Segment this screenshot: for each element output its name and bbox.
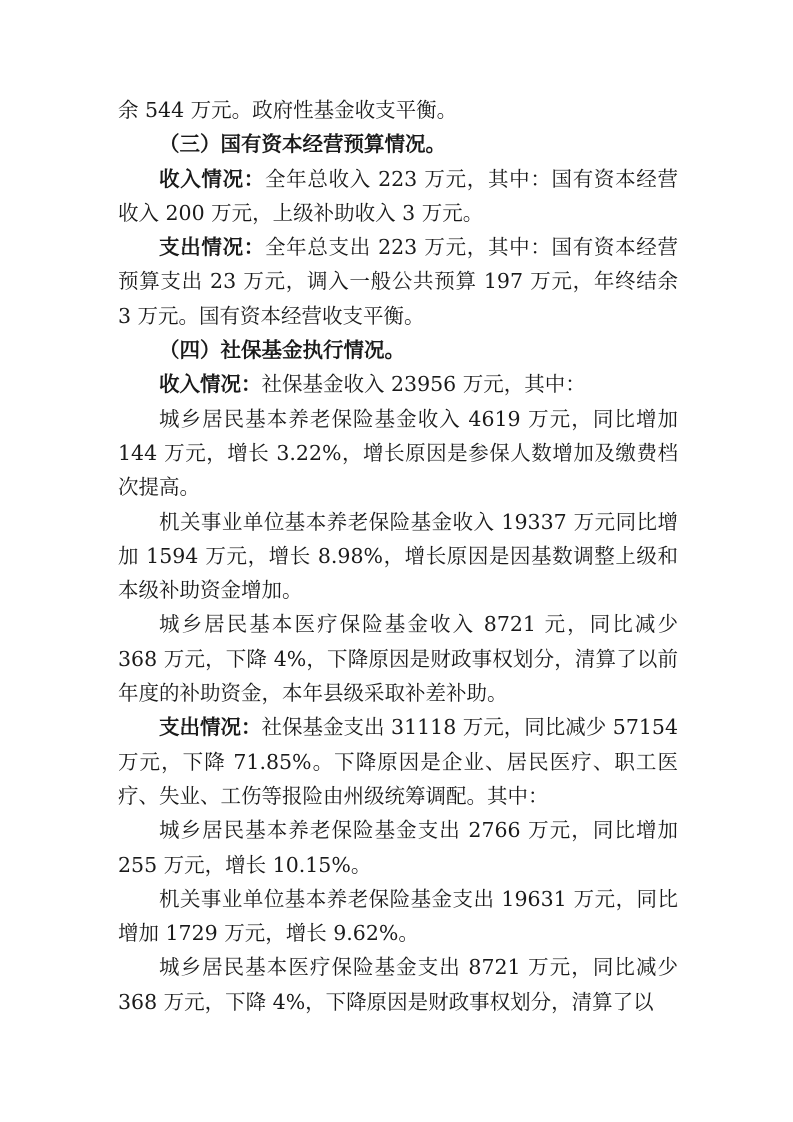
lead-label: 收入情况： [159, 166, 265, 191]
paragraph-social-security-expenditure [118, 710, 678, 813]
document-body [118, 93, 678, 1019]
paragraph-fund-balance [118, 93, 678, 127]
paragraph-rural-pension-expenditure: 城乡居民基本养老保险基金支出 2766 万元，同比增加 255 万元，增长 10.15%。 [118, 818, 678, 877]
paragraph-rural-pension-income: 城乡居民基本养老保险基金收入 4619 万元，同比增加 144 万元，增长 3.22%，增长原因是参保人数增加及缴费档次提高。 [118, 406, 678, 500]
section-heading-social-security: （四）社保基金执行情况。 [159, 338, 405, 363]
lead-label: 支出情况： [159, 235, 265, 260]
paragraph-state-capital-expenditure [118, 230, 678, 333]
paragraph-text: 社保基金支出 31118 万元，同比减少 57154 万元，下降 71.85%。下降原因是企业、居民医疗、职工医疗、失业、工伤等报险由州级统筹调配。其中： [118, 715, 679, 808]
paragraph-text: 余 544 万元。政府性基金收支平衡。 [118, 98, 458, 122]
section-heading-state-capital: （三）国有资本经营预算情况。 [159, 132, 446, 157]
paragraph-text: 社保基金收入 23956 万元，其中： [261, 372, 586, 397]
lead-label: 支出情况： [159, 715, 262, 740]
paragraph-text: 全年总支出 223 万元，其中：国有资本经营预算支出 23 万元，调入一般公共预算 197 万元，年终结余 3 万元。国有资本经营收支平衡。 [118, 235, 679, 328]
paragraph-rural-medical-income: 城乡居民基本医疗保险基金收入 8721 元，同比减少 368 万元，下降 4%，下降原因是财政事权划分，清算了以前年度的补助资金，本年县级采取补差补助。 [118, 612, 678, 706]
paragraph-institution-pension-income: 机关事业单位基本养老保险基金收入 19337 万元同比增加 1594 万元，增长 8.98%，增长原因是因基数调整上级和本级补助资金增加。 [118, 509, 678, 603]
paragraph-social-security-income [118, 367, 678, 401]
paragraph-text: 全年总收入 223 万元，其中：国有资本经营收入 200 万元，上级补助收入 3 万元。 [118, 166, 679, 225]
lead-label: 收入情况： [159, 372, 262, 397]
paragraph-rural-medical-expenditure: 城乡居民基本医疗保险基金支出 8721 万元，同比减少 368 万元，下降 4%，下降原因是财政事权划分，清算了以 [118, 955, 678, 1014]
paragraph-state-capital-income [118, 162, 678, 231]
paragraph-institution-pension-expenditure: 机关事业单位基本养老保险基金支出 19631 万元，同比增加 1729 万元，增长 9.62%。 [118, 886, 678, 946]
